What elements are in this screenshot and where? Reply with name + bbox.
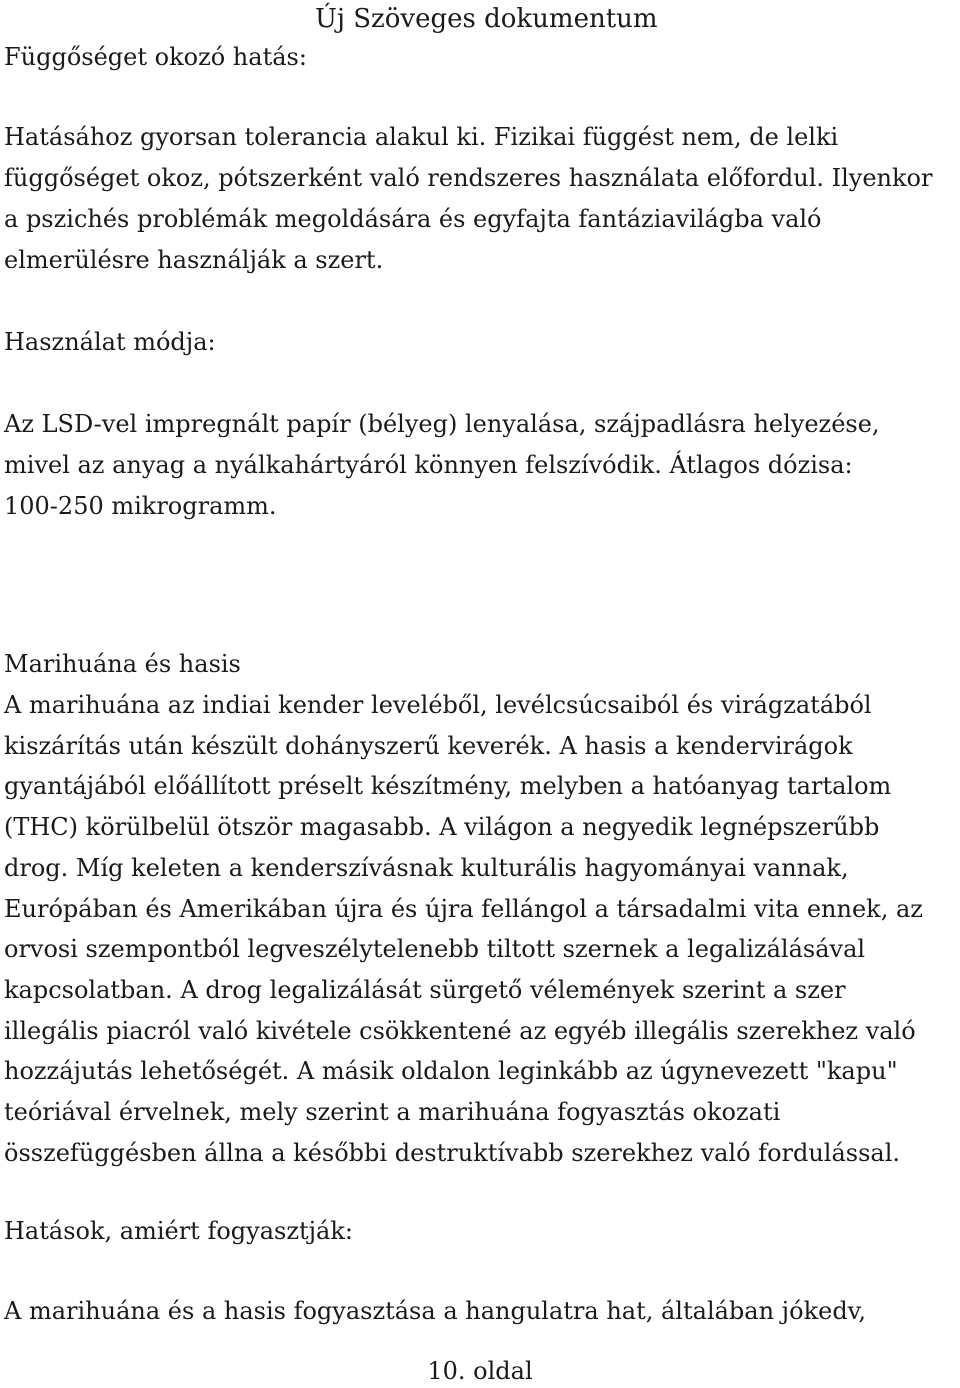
text-line: mivel az anyag a nyálkahártyáról könnyen felszívódik. Átlagos dózisa: xyxy=(4,451,853,479)
text-line: hozzájutás lehetőségét. A másik oldalon leginkább az úgynevezett "kapu" xyxy=(4,1057,898,1086)
text-line: orvosi szempontból legveszélytelenebb tiltott szernek a legalizálásával xyxy=(4,935,866,964)
text-line: kiszárítás után készült dohányszerű keverék. A hasis a kendervirágok xyxy=(4,731,853,760)
text-line: gyantájából előállított préselt készítmény, melyben a hatóanyag tartalom xyxy=(4,772,892,801)
document-title: Új Szöveges dokumentum xyxy=(315,4,658,34)
paragraph-dependence xyxy=(4,117,932,281)
text-line: 100-250 mikrogramm. xyxy=(4,492,277,520)
text-line: elmerülésre használják a szert. xyxy=(4,246,384,274)
text-line: A marihuána és a hasis fogyasztása a hangulatra hat, általában jókedv, xyxy=(4,1297,867,1325)
text-line: kapcsolatban. A drog legalizálását sürgető vélemények szerint a szer xyxy=(4,975,846,1004)
paragraph-effects xyxy=(4,1291,866,1331)
page-number: 10. oldal xyxy=(427,1357,533,1385)
text-line: A marihuána az indiai kender leveléből, levélcsúcsaiból és virágzatából xyxy=(4,691,872,719)
text-line: Európában és Amerikában újra és újra fellángol a társadalmi vita ennek, az xyxy=(4,894,923,923)
paragraph-usage xyxy=(4,404,880,527)
text-line: Az LSD-vel impregnált papír (bélyeg) lenyalása, szájpadlásra helyezése, xyxy=(4,410,880,438)
section-heading-dependence: Függőséget okozó hatás: xyxy=(4,43,307,71)
section-heading-marijuana: Marihuána és hasis xyxy=(4,650,241,678)
text-line: drog. Míg keleten a kenderszívásnak kulturális hagyományai vannak, xyxy=(4,853,849,882)
text-line: Hatásához gyorsan tolerancia alakul ki. Fizikai függést nem, de lelki xyxy=(4,123,839,151)
text-line: illegális piacról való kivétele csökkentené az egyéb illegális szerekhez való xyxy=(4,1016,916,1045)
section-heading-effects: Hatások, amiért fogyasztják: xyxy=(4,1217,353,1245)
text-line: függőséget okoz, pótszerként való rendszeres használata előfordul. Ilyenkor xyxy=(4,164,933,192)
text-line: teóriával érvelnek, mely szerint a marihuána fogyasztás okozati xyxy=(4,1098,781,1127)
paragraph-marijuana xyxy=(4,685,923,1173)
text-line: összefüggésben állna a későbbi destruktívabb szerekhez való fordulással. xyxy=(4,1138,901,1167)
text-line: (THC) körülbelül ötször magasabb. A világon a negyedik legnépszerűbb xyxy=(4,813,880,842)
section-heading-usage: Használat módja: xyxy=(4,328,216,356)
text-line: a pszichés problémák megoldására és egyfajta fantáziavilágba való xyxy=(4,205,822,233)
